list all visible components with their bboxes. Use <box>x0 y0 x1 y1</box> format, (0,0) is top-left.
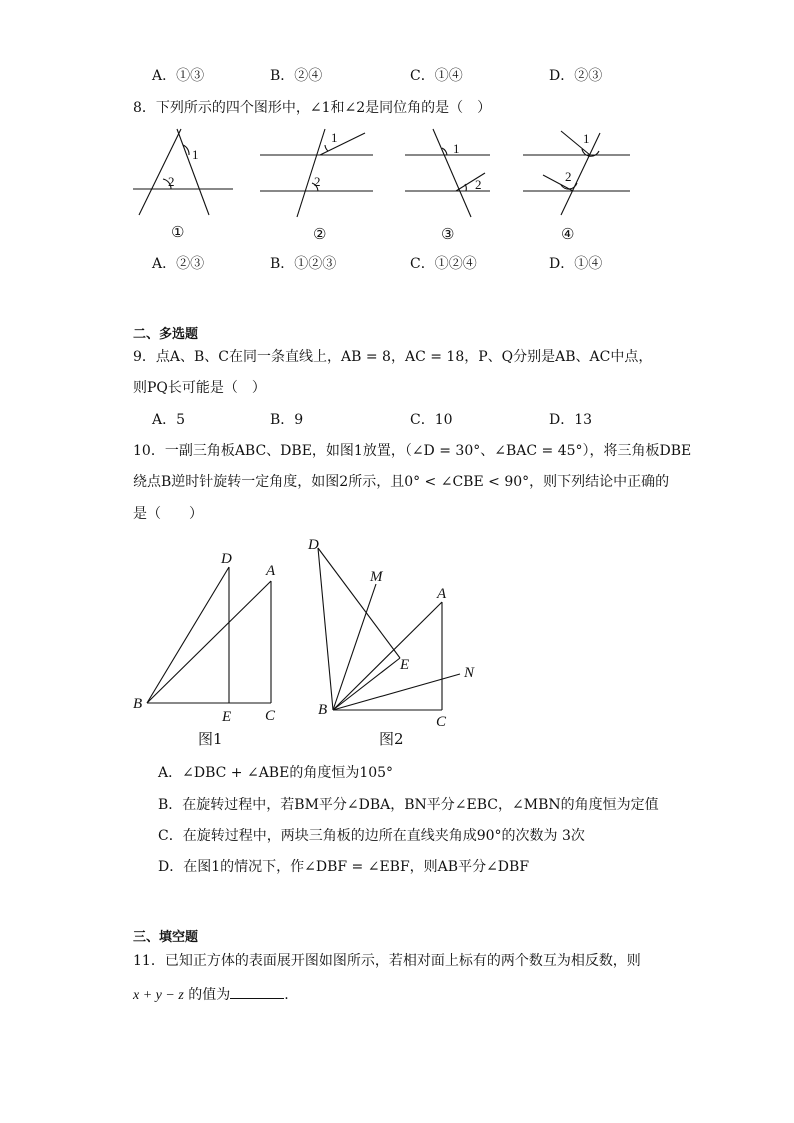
q8-figures <box>125 125 645 225</box>
fig2-point-c: C <box>436 714 447 730</box>
q10-option-c: C．在旋转过程中，两块三角板的边所在直线夹角成90°的次数为 3次 <box>158 828 585 844</box>
option-key: D <box>158 859 170 875</box>
q10-figure-2-caption: 图2 <box>379 730 404 748</box>
q9-option-d: D．13 <box>549 412 593 428</box>
q7-option-b: B．②④ <box>270 68 323 84</box>
option-key: B <box>270 68 281 84</box>
option-key: C <box>158 828 169 844</box>
option-key: C <box>410 412 421 428</box>
fig3-transversal <box>433 129 471 217</box>
fig2-transversal <box>297 129 325 217</box>
fig1-point-a: A <box>266 563 276 579</box>
option-text: 在图1的情况下，作∠DBF = ∠EBF，则AB平分∠DBF <box>183 859 530 875</box>
q10-line-3: 是（ ） <box>133 506 203 522</box>
q9-option-c: C．10 <box>410 412 453 428</box>
fig1-point-c: C <box>265 708 276 724</box>
fig2-point-m: M <box>370 569 383 585</box>
option-text: 在旋转过程中，两块三角板的边所在直线夹角成90°的次数为 3次 <box>182 828 585 844</box>
q7-option-c: C．①④ <box>410 68 463 84</box>
option-text: ①④ <box>434 68 463 84</box>
fig2-angle1-arc <box>325 145 328 151</box>
option-key: C <box>410 256 421 272</box>
option-key: C <box>410 68 421 84</box>
q9-option-b: B．9 <box>270 412 304 428</box>
fig2-side-de <box>318 548 400 658</box>
q8-figure-4-label: ④ <box>561 225 575 243</box>
q9-line-1: 9．点A、B、C在同一条直线上，AB = 8，AC = 18，P、Q分别是AB、AC中点， <box>133 349 653 365</box>
option-text: 10 <box>434 412 453 428</box>
fig3-label-2: 2 <box>475 177 482 192</box>
fig2-side-be <box>333 658 400 710</box>
fig2-point-e: E <box>400 657 410 673</box>
q7-option-d: D．②③ <box>549 68 603 84</box>
fig2-point-d: D <box>308 537 319 553</box>
q11-expression: x + y − z <box>133 988 184 1003</box>
q10-option-b: B．在旋转过程中，若BM平分∠DBA，BN平分∠EBC，∠MBN的角度恒为定值 <box>158 797 659 813</box>
section-title-multi-choice: 二、多选题 <box>133 327 199 342</box>
option-text: 5 <box>176 412 186 428</box>
option-text: ①②④ <box>434 256 477 272</box>
option-key: B <box>270 412 281 428</box>
q8-option-c: C．①②④ <box>410 256 477 272</box>
fig2-label-2: 2 <box>314 174 321 189</box>
fig3-angle2-arc <box>465 184 466 191</box>
option-key: A <box>152 412 163 428</box>
q10-figure-1-caption: 图1 <box>198 730 223 748</box>
fig2-point-n: N <box>464 665 475 681</box>
q8-option-d: D．①④ <box>549 256 603 272</box>
q8-option-a: A．②③ <box>152 256 205 272</box>
option-text: ①④ <box>574 256 603 272</box>
fig3-label-1: 1 <box>453 141 460 156</box>
fig2-label-1: 1 <box>331 130 338 145</box>
q10-option-a: A．∠DBC + ∠ABE的角度恒为105° <box>158 765 394 781</box>
fig1-line-2 <box>177 129 209 215</box>
option-text: 9 <box>294 412 304 428</box>
option-text: ∠DBC + ∠ABE的角度恒为105° <box>182 765 394 781</box>
q10-option-d: D．在图1的情况下，作∠DBF = ∠EBF，则AB平分∠DBF <box>158 859 530 875</box>
fig2-point-b: B <box>318 702 328 718</box>
q10-line-1: 10．一副三角板ABC、DBE，如图1放置，（∠D = 30°、∠BAC = 45°），将三角板DBE <box>133 443 692 459</box>
option-text: ②③ <box>574 68 603 84</box>
fig1-line-1 <box>139 129 181 215</box>
fig2-ray <box>320 133 365 155</box>
q10-figure-2 <box>300 530 500 730</box>
option-text: 在旋转过程中，若BM平分∠DBA，BN平分∠EBC，∠MBN的角度恒为定值 <box>182 797 659 813</box>
q8-option-b: B．①②③ <box>270 256 337 272</box>
fig2-ray-bn <box>333 674 460 710</box>
fig2-side-bd <box>318 548 333 710</box>
option-key: B <box>270 256 281 272</box>
fig4-label-1: 1 <box>583 131 590 146</box>
section-title-fill-in: 三、填空题 <box>133 930 199 945</box>
q8-figure-2-label: ② <box>313 225 327 243</box>
q8-figure-1-label: ① <box>171 223 185 241</box>
q10-figure-1 <box>125 545 295 725</box>
fig1-point-e: E <box>222 709 232 725</box>
q9-line-2: 则PQ长可能是（ ） <box>133 380 266 396</box>
option-text: ①②③ <box>294 256 337 272</box>
fig2-side-ba <box>333 602 442 710</box>
option-key: D <box>549 256 561 272</box>
q7-option-a: A．①③ <box>152 68 205 84</box>
q9-option-a: A．5 <box>152 412 186 428</box>
q8-figure-3-label: ③ <box>441 225 455 243</box>
fig1-point-d: D <box>221 551 232 567</box>
option-key: D <box>549 68 561 84</box>
option-key: A <box>158 765 169 781</box>
fig1-label-1: 1 <box>192 147 199 162</box>
option-key: D <box>549 412 561 428</box>
option-text: ②④ <box>294 68 323 84</box>
fig1-label-2: 2 <box>168 174 175 189</box>
fig2-ray-bm <box>333 584 376 710</box>
option-text: ②③ <box>176 256 205 272</box>
option-key: A <box>152 256 163 272</box>
q11-period: . <box>284 987 289 1003</box>
option-key: A <box>152 68 163 84</box>
q8-stem: 8．下列所示的四个图形中，∠1和∠2是同位角的是（ ） <box>133 100 492 116</box>
q11-line-2 <box>133 984 289 1006</box>
option-text: ①③ <box>176 68 205 84</box>
q10-line-2: 绕点B逆时针旋转一定角度，如图2所示，且0° < ∠CBE < 90°，则下列结论中正确的 <box>133 474 670 490</box>
fig1-point-b: B <box>133 696 143 712</box>
q11-line-1: 11．已知正方体的表面展开图如图所示，若相对面上标有的两个数互为相反数，则 <box>133 953 641 969</box>
answer-blank[interactable] <box>230 984 284 999</box>
option-key: B <box>158 797 169 813</box>
q11-text: 的值为 <box>188 987 231 1003</box>
fig2-point-a: A <box>437 586 447 602</box>
fig4-label-2: 2 <box>565 169 572 184</box>
option-text: 13 <box>574 412 593 428</box>
